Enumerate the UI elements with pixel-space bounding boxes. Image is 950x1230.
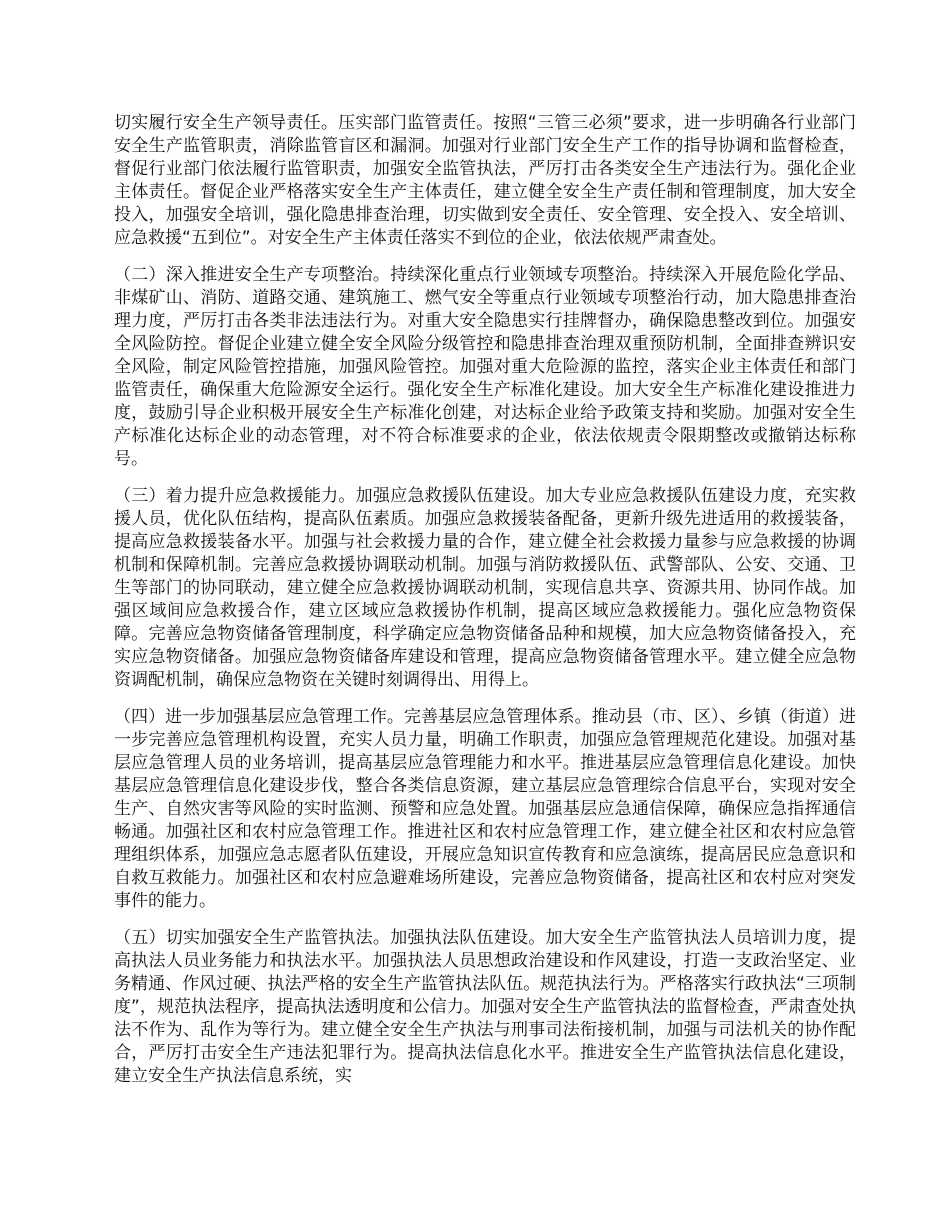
document-page [114, 112, 856, 1102]
paragraph-leadership-responsibility: 切实履行安全生产领导责任。压实部门监管责任。按照“三管三必须”要求，进一步明确各行业部门安全生产监管职责，消除监管盲区和漏洞。加强对行业部门安全生产工作的指导协调和监督检查，督促行业部门依法履行监管职责，加强安全监管执法，严厉打击各类安全生产违法行为。强化企业主体责任。督促企业严格落实安全生产主体责任，建立健全安全生产责任制和管理制度，加大安全投入，加强安全培训，强化隐患排查治理，切实做到安全责任、安全管理、安全投入、安全培训、应急救援“五到位”。对安全生产主体责任落实不到位的企业，依法依规严肃查处。 [114, 113, 856, 248]
paragraph-special-rectification: （二）深入推进安全生产专项整治。持续深化重点行业领域专项整治。持续深入开展危险化学品、非煤矿山、消防、道路交通、建筑施工、燃气安全等重点行业领域专项整治行动，加大隐患排查治理力度，严厉打击各类非法违法行为。对重大安全隐患实行挂牌督办，确保隐患整改到位。加强安全风险防控。督促企业建立健全安全风险分级管控和隐患排查治理双重预防机制，全面排查辨识安全风险，制定风险管控措施，加强风险管控。加强对重大危险源的监控，落实企业主体责任和部门监管责任，确保重大危险源安全运行。强化安全生产标准化建设。加大安全生产标准化建设推进力度，鼓励引导企业积极开展安全生产标准化创建，对达标企业给予政策支持和奖励。加强对安全生产标准化达标企业的动态管理，对不符合标准要求的企业，依法依规责令限期整改或撤销达标称号。 [114, 265, 856, 469]
paragraph-supervision-enforcement: （五）切实加强安全生产监管执法。加强执法队伍建设。加大安全生产监管执法人员培训力度，提高执法人员业务能力和执法水平。加强执法人员思想政治建设和作风建设，打造一支政治坚定、业务精通、作风过硬、执法严格的安全生产监管执法队伍。规范执法行为。严格落实行政执法“三项制度”，规范执法程序，提高执法透明度和公信力。加强对安全生产监管执法的监督检查，严肃查处执法不作为、乱作为等行为。建立健全安全生产执法与刑事司法衔接机制，加强与司法机关的协作配合，严厉打击安全生产违法犯罪行为。提高执法信息化水平。推进安全生产监管执法信息化建设，建立安全生产执法信息系统，实 [114, 928, 856, 1086]
paragraph-grassroots-emergency: （四）进一步加强基层应急管理工作。完善基层应急管理体系。推动县（市、区）、乡镇（街道）进一步完善应急管理机构设置，充实人员力量，明确工作职责，加强应急管理规范化建设。加强对基层应急管理人员的业务培训，提高基层应急管理能力和水平。推进基层应急管理信息化建设。加快基层应急管理信息化建设步伐，整合各类信息资源，建立基层应急管理综合信息平台，实现对安全生产、自然灾害等风险的实时监测、预警和应急处置。加强基层应急通信保障，确保应急指挥通信畅通。加强社区和农村应急管理工作。推进社区和农村应急管理工作，建立健全社区和农村应急管理组织体系，加强应急志愿者队伍建设，开展应急知识宣传教育和应急演练，提高居民应急意识和自救互救能力。加强社区和农村应急避难场所建设，完善应急物资储备，提高社区和农村应对突发事件的能力。 [114, 707, 856, 911]
paragraph-emergency-rescue: （三）着力提升应急救援能力。加强应急救援队伍建设。加大专业应急救援队伍建设力度，充实救援人员，优化队伍结构，提高队伍素质。加强应急救援装备配备，更新升级先进适用的救援装备，提高应急救援装备水平。加强与社会救援力量的合作，建立健全社会救援力量参与应急救援的协调机制和保障机制。完善应急救援协调联动机制。加强与消防救援队伍、武警部队、公安、交通、卫生等部门的协同联动，建立健全应急救援协调联动机制，实现信息共享、资源共用、协同作战。加强区域间应急救援合作，建立区域应急救援协作机制，提高区域应急救援能力。强化应急物资保障。完善应急物资储备管理制度，科学确定应急物资储备品种和规模，加大应急物资储备投入，充实应急物资储备。加强应急物资储备库建设和管理，提高应急物资储备管理水平。建立健全应急物资调配机制，确保应急物资在关键时刻调得出、用得上。 [114, 486, 856, 690]
